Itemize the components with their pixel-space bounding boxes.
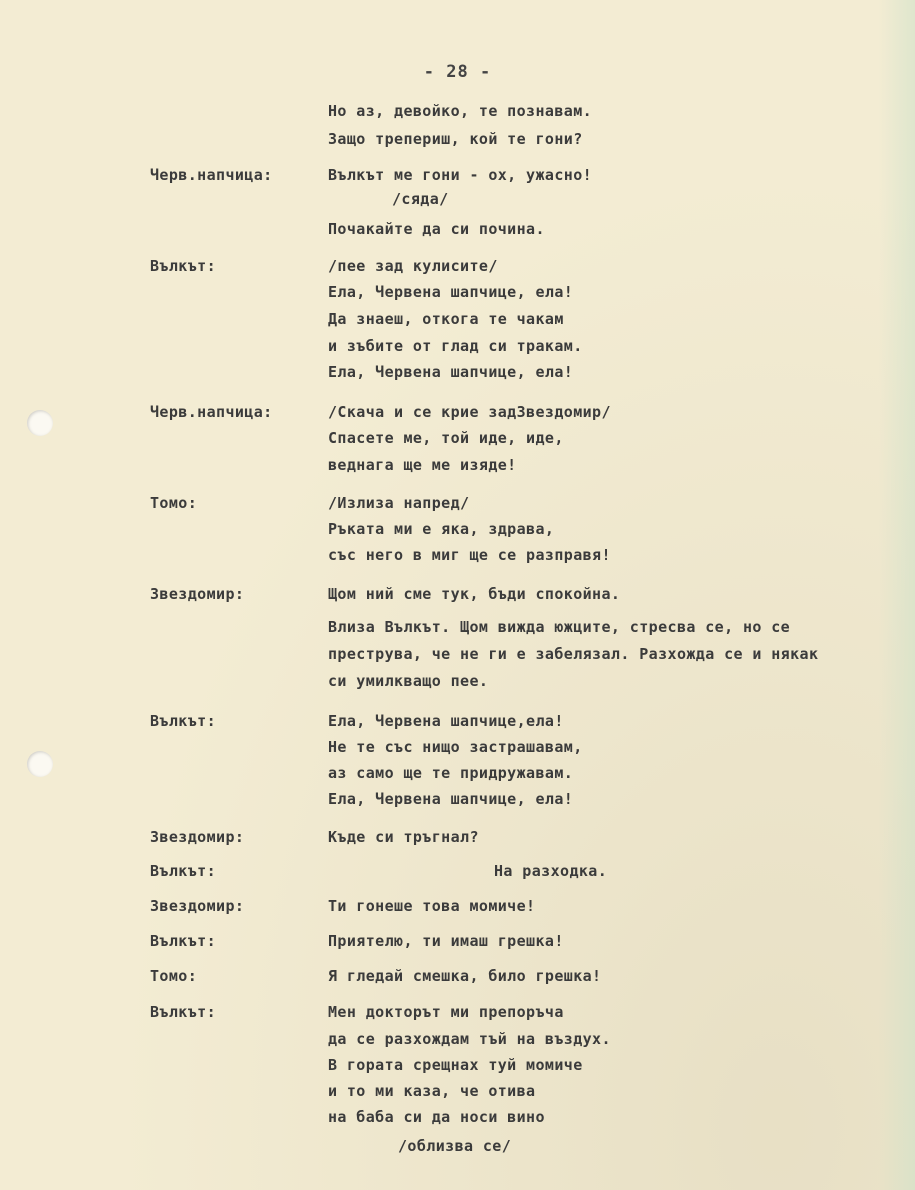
dialogue-line: да се разхождам тъй на въздух. [328, 1030, 611, 1048]
dialogue-line: Ти гонеше това момиче! [328, 897, 536, 915]
dialogue-line: Защо трепериш, кой те гони? [328, 130, 583, 148]
dialogue-line: веднага ще ме изяде! [328, 456, 517, 474]
speaker-name: Черв.напчица: [150, 403, 273, 421]
dialogue-line: Приятелю, ти имаш грешка! [328, 932, 564, 950]
dialogue-line: на баба си да носи вино [328, 1108, 545, 1126]
dialogue-line: Ръката ми е яка, здрава, [328, 520, 555, 538]
page-number: - 28 - [423, 62, 492, 82]
dialogue-line: Не те със нищо застрашавам, [328, 738, 583, 756]
stage-direction: /Скача и се крие задЗвездомир/ [328, 403, 611, 421]
speaker-name: Томо: [150, 967, 198, 985]
speaker-name: Вълкът: [150, 1003, 217, 1021]
speaker-name: Вълкът: [150, 712, 217, 730]
dialogue-line: Къде си тръгнал? [328, 828, 479, 846]
dialogue-line: На разходка. [494, 862, 608, 880]
dialogue-line: В гората срещнах туй момиче [328, 1056, 583, 1074]
dialogue-line: Почакайте да си почина. [328, 220, 545, 238]
dialogue-line: Щом ний сме тук, бъди спокойна. [328, 585, 621, 603]
dialogue-line: и то ми каза, че отива [328, 1082, 536, 1100]
dialogue-line: Вълкът ме гони - ох, ужасно! [328, 166, 593, 184]
stage-direction: /облизва се/ [398, 1137, 512, 1155]
speaker-name: Звездомир: [150, 897, 245, 915]
dialogue-line: Но аз, девойко, те познавам. [328, 102, 593, 120]
speaker-name: Вълкът: [150, 257, 217, 275]
speaker-name: Вълкът: [150, 932, 217, 950]
dialogue-line: със него в миг ще се разправя! [328, 546, 611, 564]
stage-direction: Влиза Вълкът. Щом вижда южците, стресва се, но се [328, 618, 791, 636]
dialogue-line: Мен докторът ми препоръча [328, 1003, 564, 1021]
dialogue-line: Ела, Червена шапчице, ела! [328, 790, 574, 808]
speaker-name: Вълкът: [150, 862, 217, 880]
stage-direction: /пее зад кулисите/ [328, 257, 498, 275]
speaker-name: Звездомир: [150, 585, 245, 603]
dialogue-line: Да знаеш, откога те чакам [328, 310, 564, 328]
dialogue-line: аз само ще те придружавам. [328, 764, 574, 782]
speaker-name: Звездомир: [150, 828, 245, 846]
dialogue-line: и зъбите от глад си тракам. [328, 337, 583, 355]
punch-hole [27, 751, 53, 777]
stage-direction: /Излиза напред/ [328, 494, 470, 512]
stage-direction: си умилкващо пее. [328, 672, 489, 690]
punch-hole [27, 410, 53, 436]
dialogue-line: Ела, Червена шапчице, ела! [328, 283, 574, 301]
dialogue-line: Спасете ме, той иде, иде, [328, 429, 564, 447]
stage-direction: /сяда/ [392, 190, 449, 208]
dialogue-line: Ела, Червена шапчице, ела! [328, 363, 574, 381]
stage-direction: преструва, че не ги е забелязал. Разхожда се и някак [328, 645, 819, 663]
dialogue-line: Ела, Червена шапчице,ела! [328, 712, 564, 730]
dialogue-line: Я гледай смешка, било грешка! [328, 967, 602, 985]
speaker-name: Томо: [150, 494, 198, 512]
speaker-name: Черв.напчица: [150, 166, 273, 184]
